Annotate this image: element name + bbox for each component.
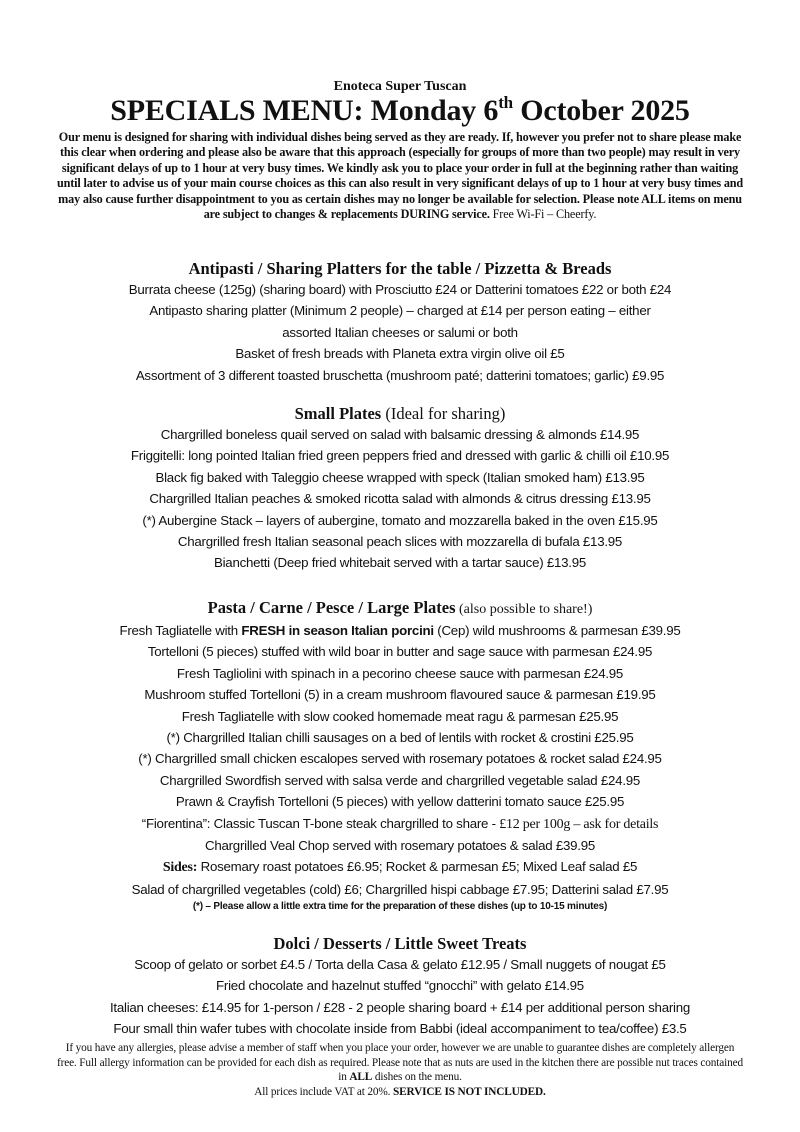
title-suffix: October 2025 xyxy=(512,94,690,127)
menu-item: Chargrilled Veal Chop served with rosemary potatoes & salad £39.95 xyxy=(204,838,596,854)
item-highlight: FRESH in season Italian porcini xyxy=(241,623,434,638)
section-small-plates xyxy=(0,403,800,574)
menu-item: assorted Italian cheeses or salumi or both xyxy=(282,324,518,340)
menu-item: Scoop of gelato or sorbet £4.5 / Torta della Casa & gelato £12.95 / Small nuggets of nougat £5 xyxy=(134,957,666,972)
item-text: (Cep) wild mushrooms & parmesan £39.95 xyxy=(433,623,681,638)
menu-item: (*) Chargrilled Italian chilli sausages on a bed of lentils with rocket & crostini £25.95 xyxy=(166,730,634,746)
item-text: Fresh Tagliatelle with xyxy=(119,623,242,638)
allergy-text-end: dishes on the menu. xyxy=(372,1071,462,1084)
prep-time-note: (*) – Please allow a little extra time for the preparation of these dishes (up to 10-15 minutes) xyxy=(192,901,608,913)
menu-item: Chargrilled Italian peaches & smoked ricotta salad with almonds & citrus dressing £13.95 xyxy=(149,491,651,507)
menu-item: Italian cheeses: £14.95 for 1-person / £28 - 2 people sharing board + £14 per additional person sharing xyxy=(109,999,691,1015)
title-ordinal: th xyxy=(498,93,513,112)
section-title-main: Small Plates xyxy=(294,404,382,423)
menu-item: Basket of fresh breads with Planeta extra virgin olive oil £5 xyxy=(235,346,565,362)
page-title xyxy=(0,94,800,128)
section-title-note: (Ideal for sharing) xyxy=(381,404,506,423)
section-title xyxy=(0,597,800,620)
menu-item: Friggitelli: long pointed Italian fried green peppers fried and dressed with garlic & chilli oil £10.95 xyxy=(130,448,670,464)
menu-item: Chargrilled Swordfish served with salsa verde and chargrilled vegetable salad £24.95 xyxy=(159,772,641,788)
sides-text: Rosemary roast potatoes £6.95; Rocket & parmesan £5; Mixed Leaf salad £5 xyxy=(197,859,638,875)
menu-item: Fresh Tagliolini with spinach in a pecorino cheese sauce with parmesan £24.95 xyxy=(176,665,624,681)
menu-item: Prawn & Crayfish Tortelloni (5 pieces) with yellow datterini tomato sauce £25.95 xyxy=(175,794,625,810)
allergy-footer xyxy=(55,1041,745,1099)
allergy-text: If you have any allergies, please advise a member of staff when you place your order, however we are unable to guarantee dishes are completely allergen free. Full allergy information can be provided for each dish as required. Please note that as nuts are used in the kitchen there are possible nut traces contained in xyxy=(56,1042,743,1084)
sides-line xyxy=(0,856,800,878)
menu-item: Fried chocolate and hazelnut stuffed “gnocchi” with gelato £14.95 xyxy=(216,978,584,994)
menu-item: Fresh Tagliatelle with slow cooked homemade meat ragu & parmesan £25.95 xyxy=(181,708,619,724)
section-large-plates xyxy=(0,597,800,914)
intro-text: Our menu is designed for sharing with individual dishes being served as they are ready. If, however you prefer not to share please make this clear when ordering and please also be aware that this approach (especially for groups of more than two people) may result in very significant delays of up to 1 hour at very busy times. We kindly ask you to place your order in full at the beginning rather than waiting until later to advise us of your main course choices as this can also result in very significant delays of up to 1 hour at very busy times and may also cause further disappointment to you as certain dishes may no longer be available for selection. Please note ALL items on menu are subject to changes & replacements DURING service. xyxy=(56,130,744,222)
menu-item: Black fig baked with Taleggio cheese wrapped with speck (Italian smoked ham) £13.95 xyxy=(155,469,645,485)
wifi-notice: Free Wi-Fi – Cheerfy. xyxy=(489,207,597,222)
section-title-note: (also possible to share!) xyxy=(455,602,593,617)
menu-item: Four small thin wafer tubes with chocolate inside from Babbi (ideal accompaniment to tea/coffee) £3.5 xyxy=(113,1021,687,1037)
allergy-emphasis: ALL xyxy=(349,1071,373,1084)
menu-item: Tortelloni (5 pieces) stuffed with wild boar in butter and sage sauce with parmesan £24.95 xyxy=(147,644,653,660)
section-title: Antipasti / Sharing Platters for the table / Pizzetta & Breads xyxy=(188,259,612,278)
menu-item-porcini xyxy=(0,620,800,641)
menu-item: Bianchetti (Deep fried whitebait served with a tartar sauce) £13.95 xyxy=(213,555,587,571)
restaurant-name: Enoteca Super Tuscan xyxy=(333,79,467,94)
item-price: £12 per 100g – ask for details xyxy=(499,816,659,832)
menu-item: Chargrilled fresh Italian seasonal peach slices with mozzarella di bufala £13.95 xyxy=(177,534,623,550)
item-text: “Fiorentina”: Classic Tuscan T-bone steak chargrilled to share - xyxy=(141,815,500,831)
menu-item: Mushroom stuffed Tortelloni (5) in a cream mushroom flavoured sauce & parmesan £19.95 xyxy=(144,687,656,703)
menu-item-fiorentina xyxy=(0,813,800,835)
section-antipasti xyxy=(0,258,800,386)
intro-notice xyxy=(55,130,745,222)
menu-item: Antipasto sharing platter (Minimum 2 people) – charged at £14 per person eating – either xyxy=(149,303,651,319)
title-prefix: SPECIALS MENU: Monday 6 xyxy=(110,94,499,127)
menu-item: (*) Chargrilled small chicken escalopes served with rosemary potatoes & rocket salad £24.95 xyxy=(138,751,662,767)
menu-item: Assortment of 3 different toasted bruschetta (mushroom paté; datterini tomatoes; garlic) £9.95 xyxy=(135,367,665,383)
vat-notice: All prices include VAT at 20%. xyxy=(254,1085,393,1098)
section-title: Dolci / Desserts / Little Sweet Treats xyxy=(273,934,527,953)
sides-label: Sides: xyxy=(162,860,198,876)
menu-item: Chargrilled boneless quail served on salad with balsamic dressing & almonds £14.95 xyxy=(160,427,640,442)
menu-item: Burrata cheese (125g) (sharing board) with Prosciutto £24 or Datterini tomatoes £22 or both £24 xyxy=(128,282,672,297)
section-desserts xyxy=(0,933,800,1040)
section-title xyxy=(0,403,800,424)
menu-item: (*) Aubergine Stack – layers of aubergine, tomato and mozzarella baked in the oven £15.95 xyxy=(142,512,658,528)
service-notice: SERVICE IS NOT INCLUDED. xyxy=(393,1085,546,1098)
sides-line: Salad of chargrilled vegetables (cold) £6; Chargrilled hispi cabbage £7.95; Datterini salad £7.95 xyxy=(131,881,669,897)
section-title-main: Pasta / Carne / Pesce / Large Plates xyxy=(207,598,456,617)
